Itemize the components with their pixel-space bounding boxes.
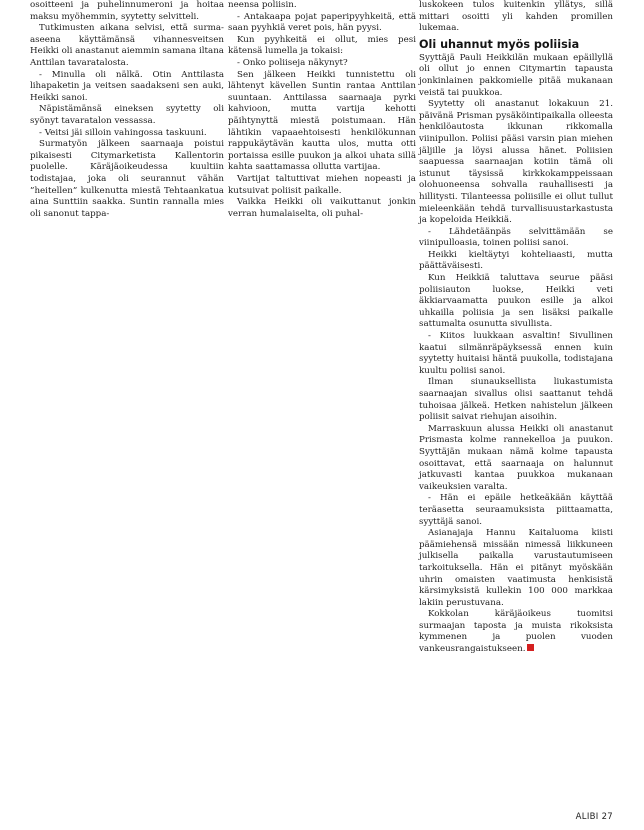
end-of-article-square-icon (527, 644, 534, 651)
paragraph: Asianajaja Hannu Kaitaluoma kiisti päämiehensä missään nimessä liikkuneen julkisella paikalla varustautumiseen tarkoituksella. Hän ei pitänyt myöskään uhrin omaisten vaatimusta henkisistä kärsimyksistä kullekin 100 000 markkaa lakiin perustuvana. (419, 528, 613, 608)
paragraph-text: Kokkolan käräjäoikeus tuomitsi surmaajan taposta ja muista rikoksista kymmenen ja puolen vuoden vankeusrangaistukseen. (419, 609, 613, 655)
paragraph: Vartijat taltuttivat miehen nopeasti ja kutsuivat poliisit paikalle. (228, 173, 416, 196)
page-footer: ALIBI 27 (575, 812, 613, 822)
paragraph: - Antakaapa pojat paperipyyhkeitä, että saan pyyhkiä veret pois, hän pyysi. (228, 11, 416, 34)
paragraph: - Lähdetäänpäs selvittämään se viinipulloasia, toinen poliisi sanoi. (419, 226, 613, 249)
paragraph: - Veitsi jäi silloin vahingossa taskuuni. (39, 127, 207, 138)
paragraph: Kun pyyhkeitä ei ollut, mies pesi kätensä lumella ja tokaisi: (228, 34, 416, 57)
paragraph: Heikki kieltäytyi kohteliaasti, mutta päättäväisesti. (419, 249, 613, 272)
article-column-1 (30, 0, 224, 220)
closing-paragraph (419, 609, 613, 655)
paragraph: Syytetty oli anastanut lokakuun 21. päivänä Prisman pysäköintipaikalla olleesta henkilöautosta ikkunan rikkomalla viinipullon. Poliisi pääsi varsin pian miehen jäljille ja löysi alussa hänet. Poliisien saapuessa saarnaajan kotiin tämä oli istunut täysissä kirkkokamppeissaan olohuoneensa sohvalla rauhallisesti ja hillitysti. Tilanteessa poliisille ei ollut tullut mieleenkään tehdä turvallisuustarkastusta ja kopeloida Heikkiä. (419, 99, 613, 226)
paragraph: Tutkimusten aikana selvisi, että surma-aseena käyttämänsä vihannesveitsen Heikki oli anastanut aiemmin samana iltana Anttilan tavaratalosta. (30, 23, 224, 68)
paragraph: - Kiitos luukkaan asvaltin! Sivullinen kaatui silmänräpäyksessä ennen kuin syytetty huitaisi häntä puukolla, todistajana kuultu poliisi sanoi. (419, 331, 613, 376)
article-column-2 (228, 0, 416, 220)
paragraph: - Hän ei epäile hetkeäkään käyttää teräasetta seuraamuksista piittaamatta, syyttäjä sanoi. (419, 493, 613, 527)
paragraph: luskokeen tulos kuitenkin yllätys, sillä mittari osoitti yli kahden promillen lukemaa. (419, 0, 613, 34)
paragraph: - Minulla oli nälkä. Otin Anttilasta lihapaketin ja veitsen saadakseni sen auki, Heikki sanoi. (30, 69, 224, 103)
paragraph: Ilman siunauksellista liukastumista saarnaajan sivallus olisi saattanut tehdä tuhoisaa jälkeä. Hetken nahistelun jälkeen poliisit saivat riehujan aisoihin. (419, 377, 613, 423)
paragraph: Marraskuun alussa Heikki oli anastanut Prismasta kolme rannekelloa ja puukon. Syyttäjän mukaan nämä kolme tapausta osoittavat, että saarnaaja on halunnut jatkuvasti kantaa puukkoa mukanaan vaikeuksien varalta. (419, 423, 613, 492)
paragraph: Syyttäjä Pauli Heikkilän mukaan epäillyllä oli ollut jo ennen Citymartin tapausta jonkinlainen pakkomielle pitää mukanaan veistä tai puukkoa. (419, 52, 613, 98)
paragraph: osoitteeni ja puhelinnumeroni ja hoitaa maksu myöhemmin, syytetty selvitteli. (30, 0, 224, 22)
paragraph: Vaikka Heikki oli vaikuttanut jonkin verran humalaiselta, oli puhal- (228, 197, 416, 219)
paragraph: Sen jälkeen Heikki tunnistettu oli lähtenyt kävellen Suntin rantaa Anttilan suuntaan. Anttilassa saarnaaja pyrki kahvioon, mutta vartija kehotti päihtynyttä miestä poistumaan. Hän lähtikin vapaaehtoisesti henkilökunnan rappukäytävän kautta ulos, mutta otti portaissa esille puukon ja alkoi uhata sillä kahta saattamassa ollutta vartijaa. (228, 69, 416, 173)
paragraph: Surmatyön jälkeen saarnaaja poistui pikaisesti Citymarketista Kallentorin puolelle. Käräjäoikeudessa kuultiin todistajaa, joka oli seurannut vähän ”heitellen” kulkenutta miestä Tehtaankatua aina Sunttiin saakka. Suntin rannalla mies oli sanonut tappa- (30, 139, 224, 219)
paragraph: neensa poliisin. (228, 0, 297, 10)
paragraph: Kun Heikkiä taluttava seurue pääsi poliisiauton luokse, Heikki veti äkkiarvaamatta puukon esille ja alkoi uhkailla poliisia ja sen lisäksi paikalle sattumalta osunutta sivullista. (419, 273, 613, 330)
paragraph: - Onko poliiseja näkynyt? (237, 57, 348, 68)
paragraph: Näpistämänsä eineksen syytetty oli syönyt tavaratalon vessassa. (30, 104, 224, 126)
article-column-3 (419, 0, 613, 656)
section-subheading: Oli uhannut myös poliisia (419, 37, 580, 51)
